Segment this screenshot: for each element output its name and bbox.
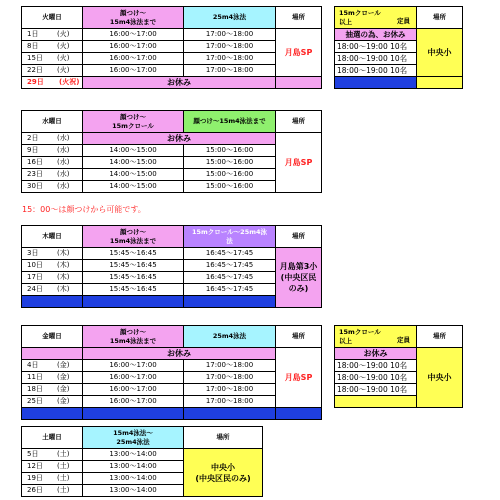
table-row: 3日 (木) 15:45～16:45 16:45～17:45 月島第3小 (中央区民 のみ): [22, 248, 322, 260]
table-row: 30日 (水) 14:00～15:00 15:00～16:00: [22, 181, 322, 193]
table-row: 26日 (土) 13:00～14:00: [22, 485, 263, 497]
tuesday-crawl-table: 15mクロール 以上 定員 場所 抽選の為、お休み 中央小 18:00～19:00 10名 18:00～19:00 10名 18:00～19:00 10名: [334, 6, 463, 89]
table-row: 1日 (火) 16:00～17:00 17:00～18:00 月島SP: [22, 29, 322, 41]
column-header-advanced: 25m4泳法: [184, 7, 276, 29]
wednesday-note: 15：00～は顔つけから可能です。: [22, 205, 146, 214]
table-row: 24日 (木) 15:45～16:45 16:45～17:45: [22, 284, 322, 296]
day-title: 火曜日: [22, 7, 83, 29]
column-header-beginner: 顔つけ～ 15m4泳法まで: [83, 226, 184, 248]
table-row: 8日 (火) 16:00～17:00 17:00～18:00: [22, 41, 322, 53]
saturday-schedule-table: 土曜日 15m4泳法～ 25m4泳法 場所 5日 (土) 13:00～14:00 中央小 (中央区民のみ) 12日 (土) 13:00～14:00 19日 (土) 13:00～14:00 26日 (土) 13:00～14:00: [21, 426, 263, 497]
table-row: 12日 (土) 13:00～14:00: [22, 461, 263, 473]
table-row: 18:00～19:00 10名: [335, 53, 463, 65]
column-header-beginner: 顔つけ～ 15m4泳法まで: [83, 326, 184, 348]
table-row: 19日 (土) 13:00～14:00: [22, 473, 263, 485]
column-header-advanced: 15mクロール～25m4泳 法: [184, 226, 276, 248]
column-header-advanced: 顔つけ～15m4泳法まで: [184, 111, 276, 133]
table-row: 11日 (金) 16:00～17:00 17:00～18:00: [22, 372, 322, 384]
day-title: 土曜日: [22, 427, 83, 449]
day-title: 木曜日: [22, 226, 83, 248]
column-header-beginner: 顔つけ～ 15m4泳法まで: [83, 7, 184, 29]
table-row: 25日 (金) 16:00～17:00 17:00～18:00: [22, 396, 322, 408]
place-cell: 月島第3小 (中央区民 のみ): [276, 248, 322, 308]
place-header: 場所: [276, 7, 322, 29]
table-row: 9日 (水) 14:00～15:00 15:00～16:00: [22, 145, 322, 157]
friday-crawl-table: 15mクロール 以上 定員 場所 お休み 中央小 18:00～19:00 10名 18:00～19:00 10名 18:00～19:00 10名: [334, 325, 463, 408]
place-cell: 月島SP: [276, 133, 322, 193]
table-row: 17日 (木) 15:45～16:45 16:45～17:45: [22, 272, 322, 284]
wednesday-schedule-table: 水曜日 顔つけ～ 15mクロール 顔つけ～15m4泳法まで 場所 2日 (水) お休み 月島SP 9日 (水) 14:00～15:00 15:00～16:00 16日 (水) 14:00～15:00 15:00～16:00 23日 (水) 14:00～15:00 15:00～16:00 30日 (水) 14:00～15:00 15:00～16:00: [21, 110, 322, 193]
table-row: 抽選の為、お休み 中央小: [335, 29, 463, 41]
holiday-row: 29日 (火祝) お休み: [22, 77, 322, 89]
column-header-crawl: 15mクロール 以上 定員: [335, 7, 417, 29]
place-cell: 中央小: [417, 348, 463, 408]
table-row: 18:00～19:00 10名: [335, 372, 463, 384]
table-row: 18:00～19:00 10名: [335, 384, 463, 396]
table-row: お休み 月島SP: [22, 348, 322, 360]
table-row: 18:00～19:00 10名: [335, 360, 463, 372]
column-header-advanced: 25m4泳法: [184, 326, 276, 348]
place-cell: 月島SP: [276, 348, 322, 408]
table-row: 4日 (金) 16:00～17:00 17:00～18:00: [22, 360, 322, 372]
tuesday-schedule-table: [21, 6, 322, 89]
place-cell: 中央小: [417, 29, 463, 77]
table-row: 15日 (火) 16:00～17:00 17:00～18:00: [22, 53, 322, 65]
friday-schedule-table: 金曜日 顔つけ～ 15m4泳法まで 25m4泳法 場所 お休み 月島SP 4日 (金) 16:00～17:00 17:00～18:00 11日 (金) 16:00～17:00 17:00～18:00 18日 (金) 16:00～17:00 17:00～18:00 25日 (金) 16:00～17:00 17:00～18:00: [21, 325, 322, 420]
column-header-beginner: 顔つけ～ 15mクロール: [83, 111, 184, 133]
table-row: 5日 (土) 13:00～14:00 中央小 (中央区民のみ): [22, 449, 263, 461]
table-row: 18:00～19:00 10名: [335, 41, 463, 53]
table-row: 23日 (水) 14:00～15:00 15:00～16:00: [22, 169, 322, 181]
table-row: お休み 中央小: [335, 348, 463, 360]
table-row: 18:00～19:00 10名: [335, 65, 463, 77]
day-title: 金曜日: [22, 326, 83, 348]
place-cell: 中央小 (中央区民のみ): [184, 449, 263, 497]
table-row: 2日 (水) お休み 月島SP: [22, 133, 322, 145]
column-header-crawl: 15mクロール 以上 定員: [335, 326, 417, 348]
day-title: 水曜日: [22, 111, 83, 133]
table-row: 16日 (水) 14:00～15:00 15:00～16:00: [22, 157, 322, 169]
table-row: 18日 (金) 16:00～17:00 17:00～18:00: [22, 384, 322, 396]
thursday-schedule-table: 木曜日 顔つけ～ 15m4泳法まで 15mクロール～25m4泳 法 場所 3日 (木) 15:45～16:45 16:45～17:45 月島第3小 (中央区民 のみ) 10日 (木) 15:45～16:45 16:45～17:45 17日 (木) 15:45～16:45 16:45～17:45 24日 (木) 15:45～16:45 16:45～17:45: [21, 225, 322, 308]
table-row: 10日 (木) 15:45～16:45 16:45～17:45: [22, 260, 322, 272]
column-header-advanced: 15m4泳法～ 25m4泳法: [83, 427, 184, 449]
place-cell: 月島SP: [276, 29, 322, 77]
table-row: 22日 (火) 16:00～17:00 17:00～18:00: [22, 65, 322, 77]
